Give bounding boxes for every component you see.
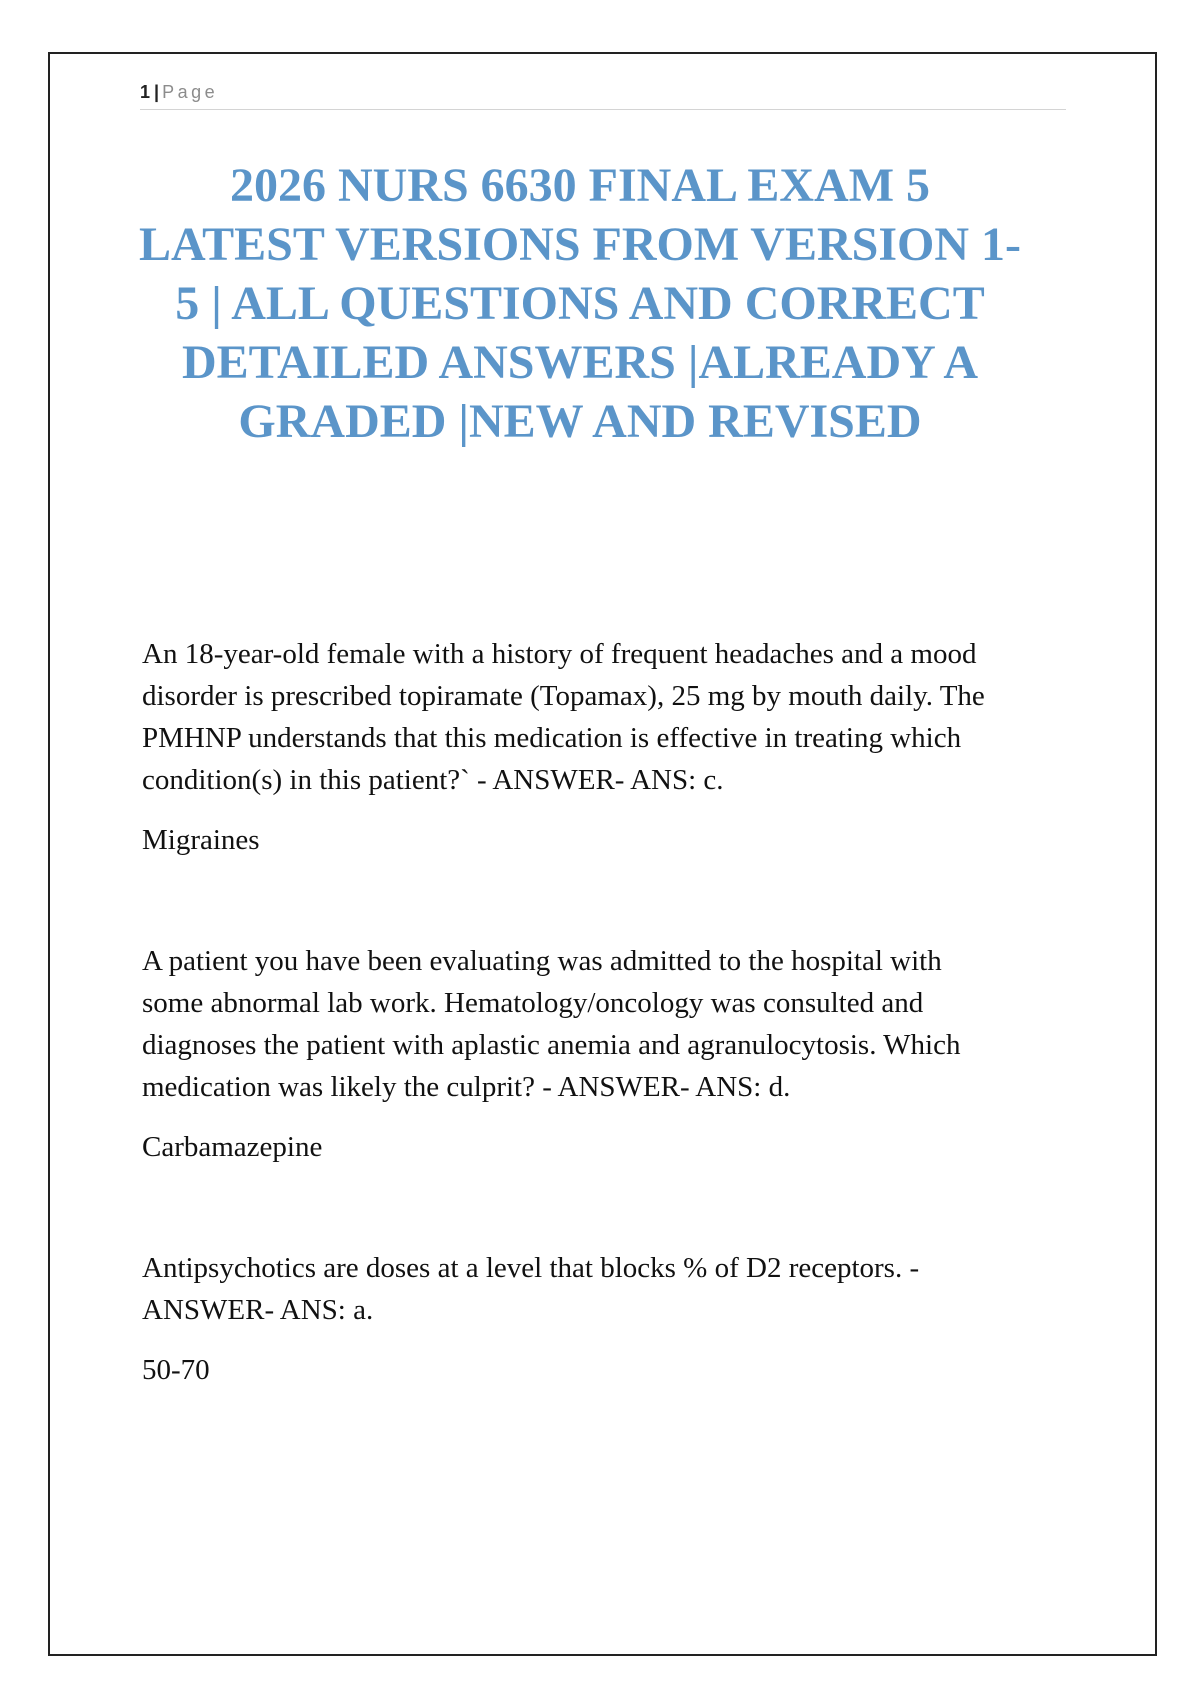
qa-item-2: [142, 940, 1072, 1168]
question-line: An 18-year-old female with a history of frequent headaches and a mood: [142, 638, 977, 670]
document-title: [120, 156, 1040, 451]
question-text: [142, 633, 1072, 801]
question-text: [142, 1247, 1072, 1331]
question-line: condition(s) in this patient?` - ANSWER- ANS: c.: [142, 764, 724, 796]
question-line: PMHNP understands that this medication is effective in treating which: [142, 722, 962, 754]
question-line: diagnoses the patient with aplastic anemia and agranulocytosis. Which: [142, 1029, 961, 1061]
qa-list: [142, 633, 1072, 1470]
question-line: medication was likely the culprit? - ANSWER- ANS: d.: [142, 1071, 791, 1103]
answer-text: Migraines: [142, 824, 260, 856]
title-line: LATEST VERSIONS FROM VERSION 1-: [139, 218, 1021, 271]
question-line: some abnormal lab work. Hematology/oncology was consulted and: [142, 987, 924, 1019]
question-text: [142, 940, 1072, 1108]
title-line: 2026 NURS 6630 FINAL EXAM 5: [229, 159, 931, 212]
answer-text: Carbamazepine: [142, 1131, 323, 1163]
question-line: ANSWER- ANS: a.: [142, 1294, 374, 1326]
page-header: [140, 80, 1066, 110]
qa-item-1: [142, 633, 1072, 861]
title-line: 5 | ALL QUESTIONS AND CORRECT: [175, 277, 985, 330]
question-line: disorder is prescribed topiramate (Topamax), 25 mg by mouth daily. The: [142, 680, 985, 712]
page-label: Page: [162, 82, 219, 102]
title-line: GRADED |NEW AND REVISED: [238, 395, 922, 448]
answer-text: 50-70: [142, 1354, 210, 1386]
question-line: Antipsychotics are doses at a level that blocks % of D2 receptors. -: [142, 1252, 920, 1284]
page-separator: |: [154, 82, 160, 102]
title-line: DETAILED ANSWERS |ALREADY A: [181, 336, 979, 389]
qa-item-3: [142, 1247, 1072, 1391]
question-line: A patient you have been evaluating was admitted to the hospital with: [142, 945, 942, 977]
page-number: 1: [140, 82, 151, 102]
